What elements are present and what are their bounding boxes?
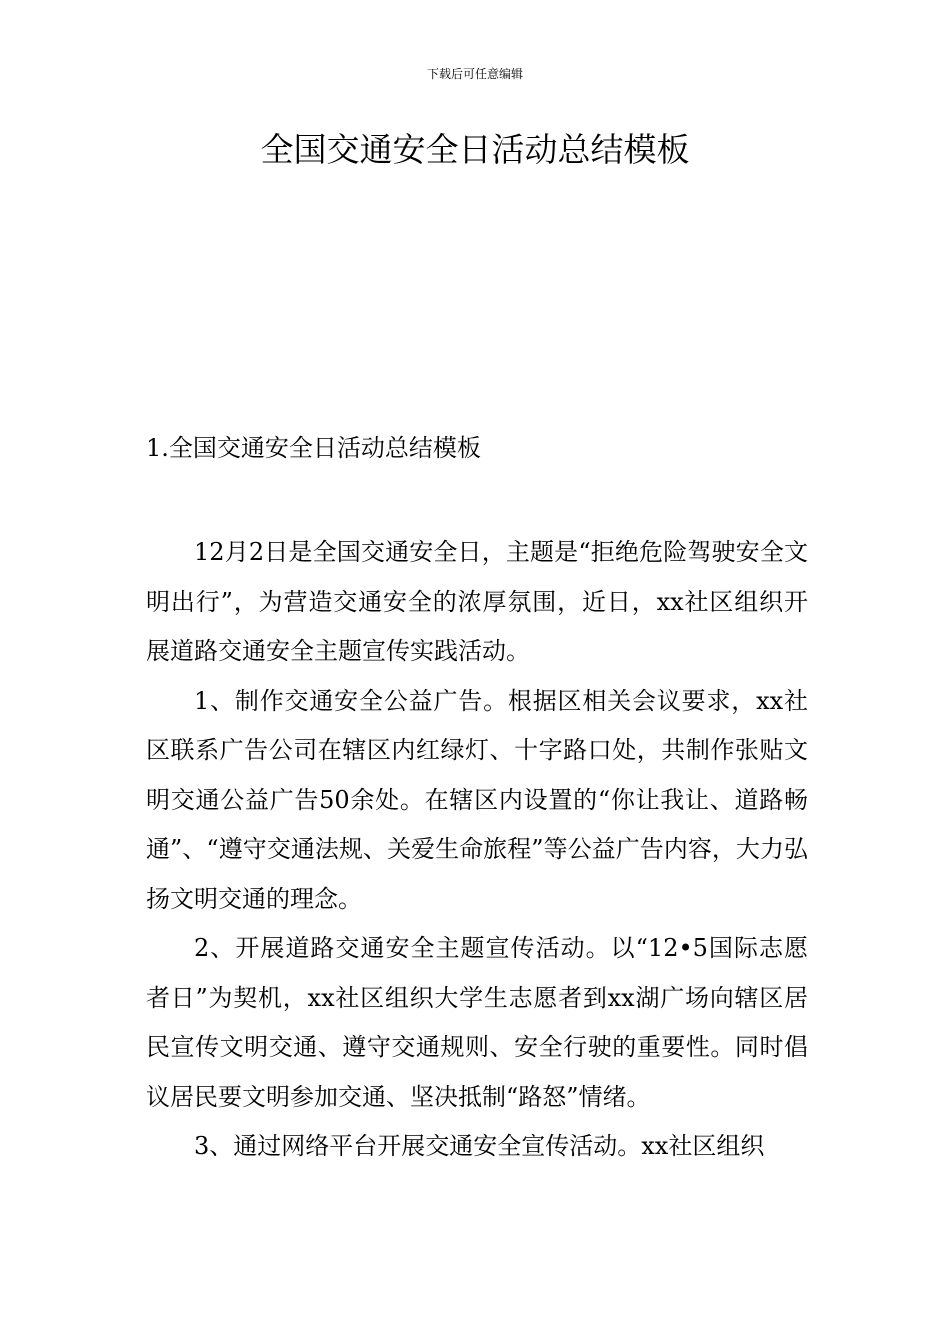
document-body bbox=[146, 528, 808, 1172]
paragraph-intro: 12月2日是全国交通安全日，主题是“拒绝危险驾驶安全文明出行”，为营造交通安全的浓厚氛围，近日，xx社区组织开展道路交通安全主题宣传实践活动。 bbox=[146, 538, 808, 665]
section-heading: 1.全国交通安全日活动总结模板 bbox=[146, 434, 481, 462]
document-title: 全国交通安全日活动总结模板 bbox=[260, 130, 690, 169]
paragraph-item-1: 1、制作交通安全公益广告。根据区相关会议要求，xx社区联系广告公司在辖区内红绿灯、十字路口处，共制作张贴文明交通公益广告50余处。在辖区内设置的“你让我让、道路畅通”、“遵守交通法规、关爱生命旅程”等公益广告内容，大力弘扬文明交通的理念。 bbox=[146, 686, 808, 913]
header-note: 下载后可任意编辑 bbox=[426, 67, 523, 81]
paragraph-item-3: 3、通过网络平台开展交通安全宣传活动。xx社区组织 bbox=[194, 1132, 765, 1160]
paragraph-item-2: 2、开展道路交通安全主题宣传活动。以“12•5国际志愿者日”为契机，xx社区组织大学生志愿者到xx湖广场向辖区居民宣传文明交通、遵守交通规则、安全行驶的重要性。同时倡议居民要文明参加交通、坚决抵制“路怒”情绪。 bbox=[146, 934, 808, 1111]
